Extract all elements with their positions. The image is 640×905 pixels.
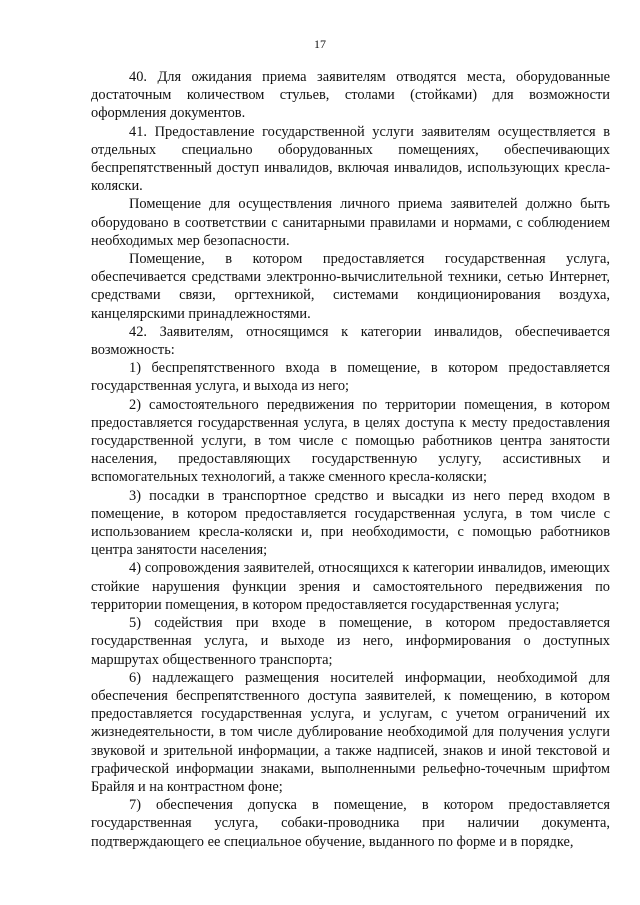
page-number: 17 bbox=[314, 37, 326, 51]
list-item-2: 2) самостоятельного передвижения по территории помещения, в котором предоставляется государственная услуга, в целях доступа к месту предоставления государственной услуги, в том числе с помощью работников центра занятости населения, предоставляющих государственную услугу, ассистивных и вспомогательных технологий, а также сменного кресла-коляски; bbox=[91, 396, 610, 486]
paragraph-41: 41. Предоставление государственной услуги заявителям осуществляется в отдельных специально оборудованных помещениях, обеспечивающих беспрепятственный доступ инвалидов, включая инвалидов, использующих кресла-коляски. bbox=[91, 123, 610, 195]
paragraph-42: 42. Заявителям, относящимся к категории инвалидов, обеспечивается возможность: bbox=[91, 323, 610, 359]
list-item-4: 4) сопровождения заявителей, относящихся к категории инвалидов, имеющих стойкие нарушения функции зрения и самостоятельного передвижения по территории помещения, в котором предоставляется государственная услуга; bbox=[91, 560, 610, 613]
paragraph-personal-reception-room: Помещение для осуществления личного приема заявителей должно быть оборудовано в соответствии с санитарными правилами и нормами, с соблюдением необходимых мер безопасности. bbox=[91, 196, 610, 249]
document-body bbox=[91, 68, 610, 851]
list-item-6: 6) надлежащего размещения носителей информации, необходимой для обеспечения беспрепятственного доступа заявителей, к помещению, в котором предоставляется государственная услуга, и услугам, с учетом ограничений их жизнедеятельности, в том числе дублирование необходимой для получения услуги звуковой и зрительной информации, а также надписей, знаков и иной текстовой и графической информации знаками, выполненными рельефно-точечным шрифтом Брайля и на контрастном фоне; bbox=[91, 669, 610, 795]
list-item-3: 3) посадки в транспортное средство и высадки из него перед входом в помещение, в котором предоставляется государственная услуга, в том числе с использованием кресла-коляски и, при необходимости, с помощью работников центра занятости населения; bbox=[91, 487, 610, 559]
list-item-1: 1) беспрепятственного входа в помещение, в котором предоставляется государственная услуга, и выхода из него; bbox=[91, 360, 610, 395]
paragraph-40: 40. Для ожидания приема заявителям отводятся места, оборудованные достаточным количеством стульев, столами (стойками) для возможности оформления документов. bbox=[91, 69, 610, 122]
paragraph-room-equipment: Помещение, в котором предоставляется государственная услуга, обеспечивается средствами электронно-вычислительной техники, сетью Интернет, средствами связи, оргтехникой, системами кондиционирования воздуха, канцелярскими принадлежностями. bbox=[91, 251, 610, 322]
list-item-5: 5) содействия при входе в помещение, в котором предоставляется государственная услуга, и выходе из него, информирования о доступных маршрутах общественного транспорта; bbox=[91, 615, 610, 668]
list-item-7: 7) обеспечения допуска в помещение, в котором предоставляется государственная услуга, собаки-проводника при наличии документа, подтверждающего ее специальное обучение, выданного по форме и в порядке, bbox=[91, 797, 610, 850]
